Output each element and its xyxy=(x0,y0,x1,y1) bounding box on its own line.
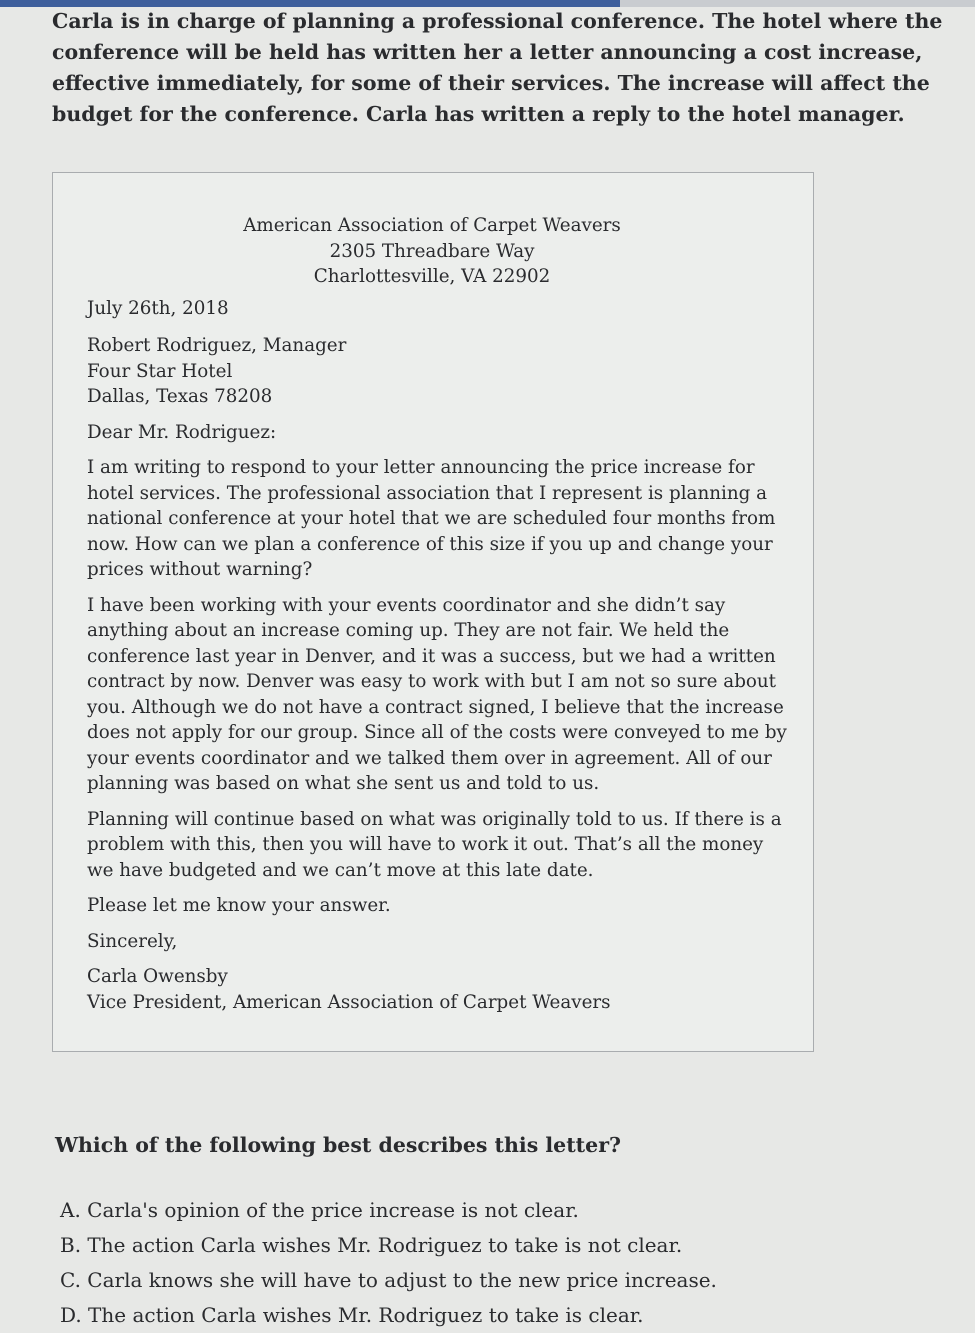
letter-content xyxy=(87,213,787,1015)
letter-box xyxy=(52,172,814,1052)
signature-title: Vice President, American Association of Carpet Weavers xyxy=(87,991,611,1013)
question-text: Which of the following best describes this letter? xyxy=(55,1133,622,1157)
intro-text: Carla is in charge of planning a professional conference. The hotel where the conference will be held has written her a letter announcing a cost increase, effective immediately, for some of their services. The increase will affect the budget for the conference. Carla has written a reply to the hotel manager. xyxy=(52,9,943,126)
letterhead-street: 2305 Threadbare Way xyxy=(329,240,535,262)
recipient-city: Dallas, Texas 78208 xyxy=(87,386,273,407)
letterhead xyxy=(87,213,787,290)
answer-option-a[interactable]: A. Carla's opinion of the price increase is not clear. xyxy=(60,1198,579,1222)
letter-paragraph: Planning will continue based on what was originally told to us. If there is a problem with this, then you will have to work it out. That’s all the money we have budgeted and we can’t move at this late date. xyxy=(87,808,782,881)
answer-options xyxy=(60,1193,960,1333)
letterhead-city: Charlottesville, VA 22902 xyxy=(313,266,551,287)
letter-paragraph: I am writing to respond to your letter announcing the price increase for hotel services. The professional association that I represent is planning a national conference at your hotel that we are scheduled four months from now. How can we plan a conference of this size if you up and change your prices without warning? xyxy=(87,457,776,580)
letter-paragraph: Please let me know your answer. xyxy=(87,895,391,916)
letterhead-org: American Association of Carpet Weavers xyxy=(243,215,621,236)
signature-block xyxy=(87,964,787,1015)
answer-option-b[interactable]: B. The action Carla wishes Mr. Rodriguez to take is not clear. xyxy=(60,1233,683,1257)
letter-date: July 26th, 2018 xyxy=(87,297,229,319)
salutation: Dear Mr. Rodriguez: xyxy=(87,421,277,443)
recipient-company: Four Star Hotel xyxy=(87,360,233,382)
recipient-name: Robert Rodriguez, Manager xyxy=(87,335,347,356)
recipient-block xyxy=(87,333,787,410)
answer-option-d[interactable]: D. The action Carla wishes Mr. Rodriguez to take is clear. xyxy=(60,1303,644,1327)
signature-name: Carla Owensby xyxy=(87,966,228,987)
answer-option-c[interactable]: C. Carla knows she will have to adjust to the new price increase. xyxy=(60,1268,717,1292)
closing: Sincerely, xyxy=(87,930,178,952)
letter-paragraph: I have been working with your events coordinator and she didn’t say anything about an increase coming up. They are not fair. We held the conference last year in Denver, and it was a success, but we had a written contract by now. Denver was easy to work with but I am not so sure about you. Although we do not have a contract signed, I believe that the increase does not apply for our group. Since all of the costs were conveyed to me by your events coordinator and we talked them over in agreement. All of our planning was based on what she sent us and told to us. xyxy=(87,594,787,794)
